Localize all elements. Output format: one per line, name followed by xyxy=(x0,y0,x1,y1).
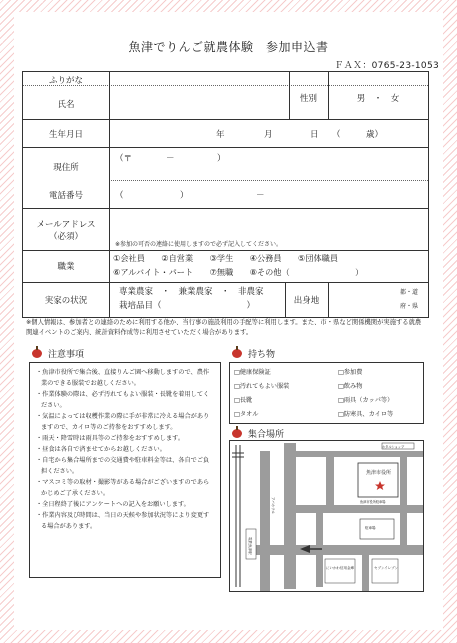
note-item: ・自宅から集合場所までの交通費や駐車料金等は、各自でご負担ください。 xyxy=(36,457,210,475)
note-item: ・作業内容及び時間は、当日の天候や参加状況等により変更する場合があります。 xyxy=(36,512,210,530)
road-horizontal xyxy=(248,545,423,555)
meeting-map xyxy=(229,440,424,592)
birthdate-month: 月 xyxy=(264,130,273,140)
map-label-station: 電鉄魚津駅 xyxy=(248,537,252,555)
note-item: ・昼食は各自で済ませてからお越しください。 xyxy=(36,446,166,453)
row-divider xyxy=(23,208,428,209)
email-note: ※参加の可否の連絡に使用しますので必ず記入してください。 xyxy=(115,241,283,248)
map-label-road: アパホテル xyxy=(271,497,275,515)
hometown-label: 出身地 xyxy=(293,296,320,306)
road-vertical xyxy=(362,555,369,591)
map-label-city-hall: 魚津市役所 xyxy=(366,470,392,476)
map-label-shop: ホタルショップ xyxy=(382,445,405,449)
note-item: ・気温によっては収穫作業の際に手が非常に冷える場合がありますので、カイロ等のご持参をおすすめします。 xyxy=(36,413,210,431)
prefecture-suffix-2: 府・県 xyxy=(400,303,419,310)
bank-block xyxy=(325,559,355,583)
belonging-item: □健康保険証 xyxy=(234,369,271,376)
apple-icon xyxy=(32,349,42,358)
row-divider xyxy=(109,180,428,181)
prefecture-suffix-1: 都・道 xyxy=(400,289,419,296)
belonging-item: □長靴 xyxy=(234,397,253,404)
road-vertical xyxy=(326,451,334,511)
apple-icon xyxy=(232,429,242,438)
occupation-options-1[interactable]: ①会社員 ②自営業 ③学生 ④公務員 ⑤団体職員 xyxy=(113,253,339,263)
road-vertical xyxy=(400,457,407,547)
note-item: ・作業体験の際は、必ず汚れてもよい服装・長靴を着用してください。 xyxy=(36,391,210,409)
privacy-note: ※個人情報は、参加者との連絡のために利用する他か、当行事の施設利用の手配等に利用します。また、市・県など関係機関が実施する就農関連イベントのご案内、統計資料作成等に利用させていただく場合があります。 xyxy=(26,319,422,336)
email-label: メールアドレス xyxy=(36,220,96,230)
road-vertical xyxy=(260,451,270,591)
name-label: 氏名 xyxy=(57,100,75,110)
belonging-item: □参加費 xyxy=(338,369,363,376)
notes-heading xyxy=(32,347,84,360)
map-label-parking: 駐車場 xyxy=(365,526,376,530)
phone-label: 電話番号 xyxy=(48,191,83,201)
road-horizontal xyxy=(296,451,423,457)
belonging-item: □雨具（カッパ等） xyxy=(338,397,394,404)
meeting-heading-text: 集合場所 xyxy=(248,430,285,440)
email-required: （必須） xyxy=(48,232,83,242)
phone-close-paren: ） xyxy=(180,191,189,201)
gender-options[interactable]: 男 ・ 女 xyxy=(356,94,400,104)
col-divider xyxy=(328,282,329,317)
postal-code-hint[interactable]: （〒 － ） xyxy=(115,154,226,164)
occupation-label: 職業 xyxy=(57,262,75,272)
crop-items[interactable]: 栽培品目（ ） xyxy=(119,301,256,311)
belonging-item: □飲み物 xyxy=(338,383,363,390)
page-title: 魚津でりんご就農体験 参加申込書 xyxy=(128,40,329,54)
birthdate-label: 生年月日 xyxy=(48,130,83,140)
birthdate-year: 年 xyxy=(216,130,225,140)
map-label-store: セブンイレブン xyxy=(374,566,399,570)
birthdate-age: （ 歳） xyxy=(332,130,384,140)
map-label-bank: にいかわ信用金庫 xyxy=(326,566,354,570)
family-status-options[interactable]: 専業農家 ・ 兼業農家 ・ 非農家 xyxy=(119,287,264,297)
row-divider xyxy=(23,147,428,148)
belonging-item: □タオル xyxy=(234,411,259,418)
phone-open-paren: （ xyxy=(115,191,124,201)
row-divider xyxy=(23,119,428,120)
address-label: 現住所 xyxy=(53,163,79,173)
road-vertical xyxy=(284,443,296,589)
row-divider xyxy=(23,282,428,283)
note-item: ・全日程終了後にアンケートへの記入をお願いします。 xyxy=(36,501,190,508)
belongings-heading-text: 持ち物 xyxy=(248,350,276,360)
occupation-options-2[interactable]: ⑥アルバイト・パート ⑦無職 ⑧その他（ ） xyxy=(113,267,364,277)
map-label-city-hall-sub: 魚津市役所駐車場 xyxy=(360,500,386,504)
col-divider xyxy=(109,72,110,317)
belonging-item: □汚れてもよい服装 xyxy=(234,383,290,390)
phone-dash: － xyxy=(256,191,265,201)
belongings-heading xyxy=(232,347,275,360)
furigana-label: ふりがな xyxy=(48,76,83,86)
fax-number: ＦＡＸ：0765-23-1053 xyxy=(334,61,439,71)
note-item: ・魚津市役所で集合後、直接りんご園へ移動しますので、農作業のできる服装でお越しください。 xyxy=(36,369,210,387)
notes-box xyxy=(29,362,221,578)
note-item: ・雨天・降雪時は雨具等のご持参をおすすめします。 xyxy=(36,435,185,442)
meeting-heading xyxy=(232,427,284,440)
row-divider xyxy=(23,250,428,251)
belongings-box xyxy=(229,362,424,424)
notes-heading-text: 注意事項 xyxy=(48,350,85,360)
birthdate-day: 日 xyxy=(310,130,319,140)
city-hall-building xyxy=(358,463,398,497)
road-vertical xyxy=(316,513,323,587)
store-block xyxy=(372,559,398,583)
apple-icon xyxy=(232,349,242,358)
belonging-item: □防寒具、カイロ等 xyxy=(338,411,394,418)
gender-label: 性別 xyxy=(299,94,317,104)
note-item: ・マスコミ等の取材・撮影等がある場合がございますのであらかじめご了承ください。 xyxy=(36,479,210,497)
map-svg xyxy=(230,441,423,591)
application-form xyxy=(22,71,429,318)
family-status-label: 実家の状況 xyxy=(44,296,88,306)
